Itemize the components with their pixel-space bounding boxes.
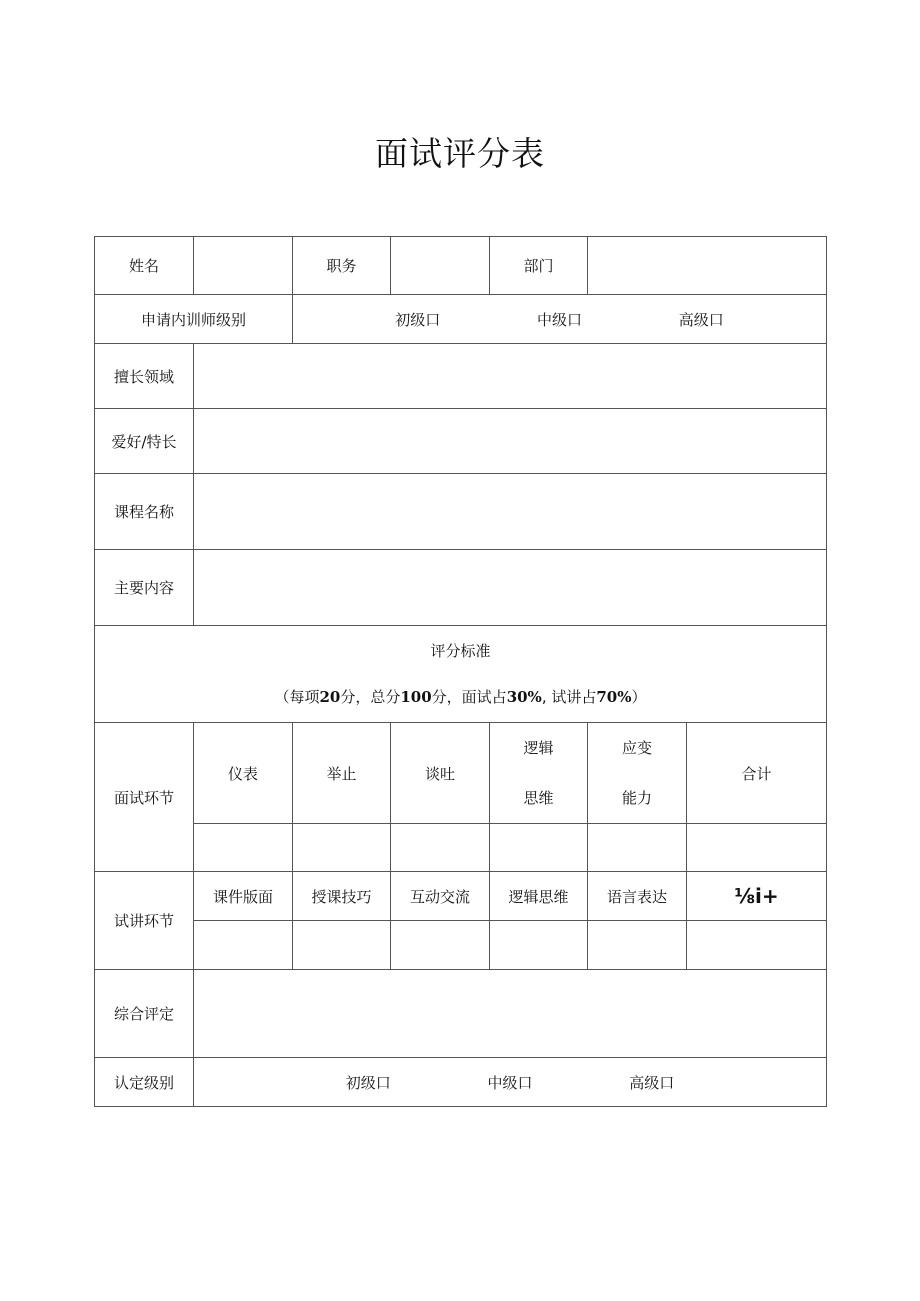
apply-level-label: 申请内训师级别 <box>95 295 293 344</box>
interview-score-logic[interactable] <box>490 824 588 872</box>
trial-score-teaching-skill[interactable] <box>293 921 391 970</box>
expertise-label: 擅长领域 <box>95 344 194 409</box>
main-content-row <box>95 550 827 626</box>
confirm-level-options <box>194 1058 827 1107</box>
trial-criterion-interaction: 互动交流 <box>391 872 490 921</box>
interview-score-manner[interactable] <box>293 824 391 872</box>
criteria-note-mid1: 分，总分 <box>340 688 401 706</box>
trial-score-slides[interactable] <box>194 921 293 970</box>
interview-criterion-logic-line1: 逻辑 <box>523 739 554 757</box>
interview-section-label: 面试环节 <box>95 723 194 872</box>
interview-score-total[interactable] <box>687 824 827 872</box>
interview-criterion-speech: 谈吐 <box>391 723 490 824</box>
trial-criterion-teaching-skill: 授课技巧 <box>293 872 391 921</box>
criteria-note-suffix: ） <box>631 688 647 706</box>
criteria-interview-weight: 30% <box>506 688 542 706</box>
overall-row <box>95 970 827 1058</box>
confirm-level-middle[interactable]: 中级口 <box>487 1073 533 1092</box>
course-name-field[interactable] <box>194 474 827 550</box>
apply-level-row <box>95 295 827 344</box>
trial-score-logic[interactable] <box>490 921 588 970</box>
confirm-level-junior[interactable]: 初级口 <box>345 1073 391 1092</box>
overall-label: 综合评定 <box>95 970 194 1058</box>
main-content-field[interactable] <box>194 550 827 626</box>
name-field[interactable] <box>194 237 293 295</box>
confirm-level-senior[interactable]: 高级口 <box>629 1073 675 1092</box>
criteria-per-item-score: 20 <box>319 688 341 706</box>
interview-score-speech[interactable] <box>391 824 490 872</box>
department-label: 部门 <box>490 237 588 295</box>
position-field[interactable] <box>391 237 490 295</box>
criteria-title: 评分标准 <box>430 642 491 660</box>
overall-field[interactable] <box>194 970 827 1058</box>
trial-score-language[interactable] <box>588 921 687 970</box>
hobbies-field[interactable] <box>194 409 827 474</box>
expertise-field[interactable] <box>194 344 827 409</box>
apply-level-options <box>293 295 827 344</box>
trial-score-interaction[interactable] <box>391 921 490 970</box>
interview-criterion-adaptability-line2: 能力 <box>621 789 652 807</box>
criteria-cell <box>95 626 827 723</box>
apply-level-middle[interactable]: 中级口 <box>536 310 582 329</box>
hobbies-label: 爱好/特长 <box>95 409 194 474</box>
basic-info-row <box>95 237 827 295</box>
interview-criterion-logic <box>490 723 588 824</box>
name-label: 姓名 <box>95 237 194 295</box>
interview-score-row <box>95 824 827 872</box>
interview-criterion-adaptability <box>588 723 687 824</box>
interview-total-label: 合计 <box>687 723 827 824</box>
criteria-note-mid2: 分，面试占 <box>431 688 507 706</box>
page-title: 面试评分表 <box>375 134 545 173</box>
main-content-label: 主要内容 <box>95 550 194 626</box>
trial-section-label: 试讲环节 <box>95 872 194 970</box>
interview-score-adaptability[interactable] <box>588 824 687 872</box>
course-name-label: 课程名称 <box>95 474 194 550</box>
confirm-level-row <box>95 1058 827 1107</box>
trial-score-row <box>95 921 827 970</box>
apply-level-junior[interactable]: 初级口 <box>395 310 441 329</box>
interview-criterion-appearance: 仪表 <box>194 723 293 824</box>
expertise-row <box>95 344 827 409</box>
trial-header-row <box>95 872 827 921</box>
trial-criterion-slides: 课件版面 <box>194 872 293 921</box>
criteria-note-prefix: （每项 <box>274 688 320 706</box>
interview-criterion-adaptability-line1: 应变 <box>621 739 652 757</box>
criteria-row <box>95 626 827 723</box>
course-name-row <box>95 474 827 550</box>
confirm-level-label: 认定级别 <box>95 1058 194 1107</box>
position-label: 职务 <box>293 237 391 295</box>
interview-score-appearance[interactable] <box>194 824 293 872</box>
criteria-trial-weight: 70% <box>596 688 632 706</box>
trial-total-label: ⅛i+ <box>687 872 827 921</box>
apply-level-senior[interactable]: 高级口 <box>678 310 724 329</box>
department-field[interactable] <box>588 237 827 295</box>
criteria-note <box>95 685 826 709</box>
interview-criterion-logic-line2: 思维 <box>523 789 554 807</box>
trial-criterion-logic: 逻辑思维 <box>490 872 588 921</box>
interview-header-row <box>95 723 827 824</box>
hobbies-row <box>95 409 827 474</box>
criteria-total-score: 100 <box>400 688 432 706</box>
interview-score-form <box>94 236 827 1107</box>
trial-score-total[interactable] <box>687 921 827 970</box>
interview-criterion-manner: 举止 <box>293 723 391 824</box>
trial-criterion-language: 语言表达 <box>588 872 687 921</box>
criteria-note-mid3: , 试讲占 <box>541 688 597 706</box>
